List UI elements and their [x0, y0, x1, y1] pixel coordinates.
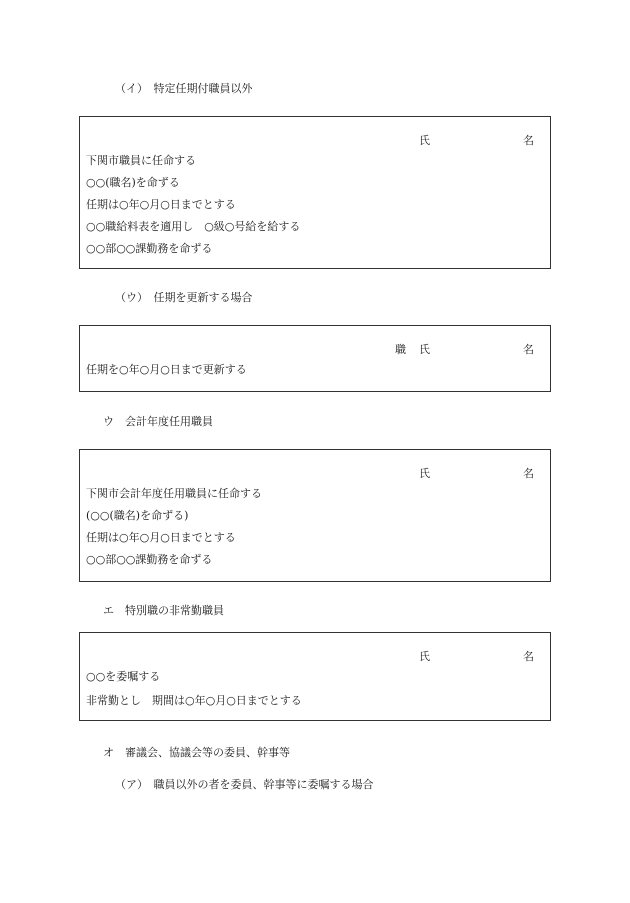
order-box-renewal — [79, 325, 551, 392]
order-line: (○○(職名)を命ずる) — [86, 509, 189, 522]
header-shi: 氏 — [419, 134, 430, 147]
order-box-i — [79, 116, 551, 269]
order-line: 任期は○年○月○日までとする — [86, 198, 236, 211]
section-heading-u: ウ 会計年度任用職員 — [103, 415, 213, 428]
order-line: 任期を○年○月○日まで更新する — [86, 363, 247, 376]
header-mei: 名 — [523, 650, 534, 663]
header-shi: 氏 — [419, 467, 430, 480]
header-shoku: 職 — [395, 343, 406, 356]
order-line: ○○職給料表を適用し ○級○号給を給する — [86, 220, 301, 233]
order-line: 下関市会計年度任用職員に任命する — [86, 487, 262, 500]
header-mei: 名 — [523, 343, 534, 356]
order-line: ○○(職名)を命ずる — [86, 176, 180, 189]
section-heading-e: エ 特別職の非常勤職員 — [103, 604, 224, 617]
section-heading-o: オ 審議会、協議会等の委員、幹事等 — [103, 746, 290, 759]
order-line: ○○部○○課勤務を命ずる — [86, 553, 213, 566]
order-line: 非常勤とし 期間は○年○月○日までとする — [86, 694, 302, 707]
section-heading-i: （イ） 特定任期付職員以外 — [115, 82, 253, 95]
order-box-special — [79, 632, 551, 721]
order-line: ○○を委嘱する — [86, 670, 161, 683]
order-line: ○○部○○課勤務を命ずる — [86, 242, 213, 255]
header-shi: 氏 — [419, 650, 430, 663]
order-line: 任期は○年○月○日までとする — [86, 531, 236, 544]
header-mei: 名 — [523, 467, 534, 480]
section-heading-a: （ア） 職員以外の者を委員、幹事等に委嘱する場合 — [115, 778, 374, 791]
header-mei: 名 — [523, 134, 534, 147]
order-box-fiscal-year — [79, 449, 551, 582]
header-shi: 氏 — [419, 343, 430, 356]
order-line: 下関市職員に任命する — [86, 154, 196, 167]
section-heading-u-renewal: （ウ） 任期を更新する場合 — [115, 291, 253, 304]
